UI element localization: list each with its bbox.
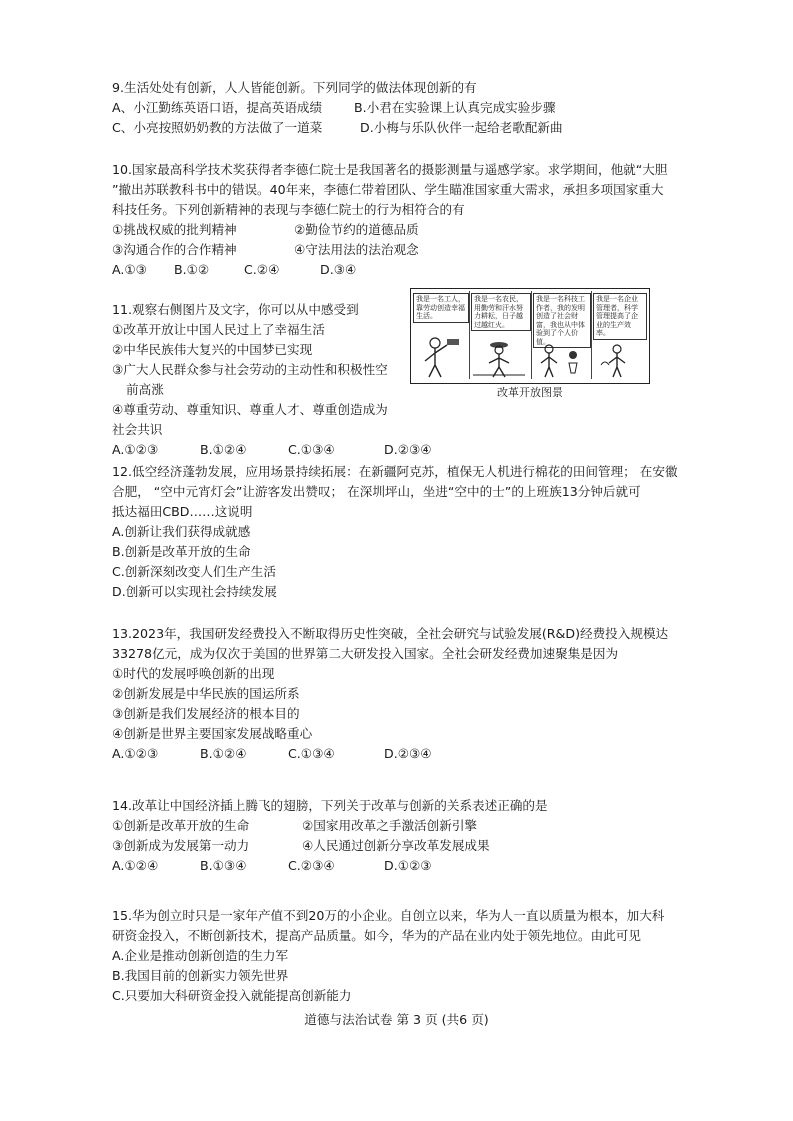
question-14 xyxy=(112,796,548,876)
q13-statement-2: ②创新发展是中华民族的国运所系 xyxy=(112,686,300,701)
q10-choice-c: C.②④ xyxy=(244,262,280,277)
q10-statement-1: ①挑战权威的批判精神 xyxy=(112,222,237,237)
q11-statement-4-cont: 社会共识 xyxy=(112,422,163,437)
q12-option-d: D.创新可以实现社会持续发展 xyxy=(112,584,277,599)
figure-caption: 改革开放图景 xyxy=(497,386,563,399)
q12-stem-line-2: 合肥， “空中元宵灯会”让游客发出赞叹； 在深圳坪山，坐进“空中的士”的上班族13分钟后就可 xyxy=(112,484,641,499)
q9-option-c: C、小亮按照奶奶教的方法做了一道菜 xyxy=(112,120,323,135)
q13-statement-4: ④创新是世界主要国家发展战略重心 xyxy=(112,726,313,741)
q12-stem-line-1: 12.低空经济蓬勃发展，应用场景持续拓展：在新疆阿克苏，植保无人机进行棉花的田间管理； 在安徽 xyxy=(112,464,678,479)
q14-statement-1: ①创新是改革开放的生命 xyxy=(112,818,250,833)
manager-figure-icon xyxy=(591,343,645,379)
q13-choice-d: D.②③④ xyxy=(384,746,432,761)
q11-statement-1: ①改革开放让中国人民过上了幸福生活 xyxy=(112,322,325,337)
question-10 xyxy=(112,160,668,280)
q14-statements-row-2 xyxy=(112,836,548,856)
q9-option-b: B.小君在实验课上认真完成实验步骤 xyxy=(354,100,556,115)
q11-choice-c: C.①③④ xyxy=(288,442,335,457)
question-12 xyxy=(112,462,678,602)
q14-stem: 14.改革让中国经济插上腾飞的翅膀，下列关于改革与创新的关系表述正确的是 xyxy=(112,798,548,813)
q12-option-b: B.创新是改革开放的生命 xyxy=(112,544,251,559)
q10-stem-line-2: ”撤出苏联教科书中的错误。40年来，李德仁带着团队、学生瞄准国家重大需求，承担多项国家重大 xyxy=(112,182,664,197)
q13-stem-line-1: 13.2023年，我国研发经费投入不断取得历史性突破，全社会研究与试验发展(R&D)经费投入规模达 xyxy=(112,626,669,641)
q10-statements-row-2 xyxy=(112,240,668,260)
q14-statement-2: ②国家用改革之手激活创新引擎 xyxy=(302,818,478,833)
q10-choice-b: B.①② xyxy=(174,262,210,277)
q10-statement-4: ④守法用法的法治观念 xyxy=(294,242,419,257)
question-15 xyxy=(112,906,664,1006)
q13-stem-line-2: 33278亿元，成为仅次于美国的世界第二大研发投入国家。全社会研发经费加速聚集是因为 xyxy=(112,646,619,661)
page-footer: 道德与法治试卷 第 3 页 (共6 页) xyxy=(304,1012,489,1027)
q10-statement-2: ②勤俭节约的道德品质 xyxy=(294,222,419,237)
question-9 xyxy=(112,78,563,138)
q15-option-c: C.只要加大科研资金投入就能提高创新能力 xyxy=(112,988,352,1003)
q12-option-a: A.创新让我们获得成就感 xyxy=(112,524,251,539)
q10-choices xyxy=(112,260,668,280)
q11-statement-4: ④尊重劳动、尊重知识、尊重人才、尊重创造成为 xyxy=(112,402,388,417)
q10-choice-a: A.①③ xyxy=(112,262,147,277)
speech-bubble-scientist: 我是一名科技工作者，我的发明创造了社会财富，我也从中体验到了个人价值。 xyxy=(533,293,591,348)
q12-option-c: C.创新深刻改变人们生产生活 xyxy=(112,564,276,579)
q14-choice-d: D.①②③ xyxy=(384,858,432,873)
q11-choice-d: D.②③④ xyxy=(384,442,432,457)
worker-figure-icon xyxy=(413,335,469,379)
q10-statements-row-1 xyxy=(112,220,668,240)
q10-stem-line-1: 10.国家最高科学技术奖获得者李德仁院士是我国著名的摄影测量与遥感学家。求学期间，他就“大胆 xyxy=(112,162,668,177)
q12-stem-line-3: 抵达福田CBD……这说明 xyxy=(112,504,253,519)
q13-statement-3: ③创新是我们发展经济的根本目的 xyxy=(112,706,300,721)
q10-choice-d: D.③④ xyxy=(320,262,357,277)
q9-stem: 9.生活处处有创新，人人皆能创新。下列同学的做法体现创新的有 xyxy=(112,80,477,95)
figure-panel-worker xyxy=(411,291,470,379)
q14-statement-3: ③创新成为发展第一动力 xyxy=(112,838,250,853)
scientist-figure-icon xyxy=(531,343,589,379)
q13-statement-1: ①时代的发展呼唤创新的出现 xyxy=(112,666,275,681)
q13-choice-c: C.①③④ xyxy=(288,746,335,761)
speech-bubble-manager: 我是一名企业管理者，科学管理提高了企业的生产效率。 xyxy=(593,293,647,340)
q11-stem: 11.观察右侧图片及文字，你可以从中感受到 xyxy=(112,302,359,317)
q14-choice-a: A.①②④ xyxy=(112,858,159,873)
q13-choice-a: A.①②③ xyxy=(112,746,159,761)
figure-frame xyxy=(410,288,650,384)
q11-choice-b: B.①②④ xyxy=(200,442,247,457)
q9-options-row-2 xyxy=(112,118,563,138)
q14-choice-c: C.②③④ xyxy=(288,858,335,873)
q14-statements-row-1 xyxy=(112,816,548,836)
q9-options-row-1 xyxy=(112,98,563,118)
reform-figure xyxy=(410,288,650,402)
q10-stem-line-3: 科技任务。下列创新精神的表现与李德仁院士的行为相符合的有 xyxy=(112,202,465,217)
figure-panel-scientist xyxy=(531,291,592,379)
figure-panel-farmer xyxy=(469,291,532,379)
q13-choices xyxy=(112,744,668,764)
q14-choices xyxy=(112,856,548,876)
q13-choice-b: B.①②④ xyxy=(200,746,247,761)
question-13 xyxy=(112,624,668,764)
q15-option-b: B.我国目前的创新实力领先世界 xyxy=(112,968,289,983)
farmer-figure-icon xyxy=(469,339,529,379)
speech-bubble-worker: 我是一名工人，靠劳动创造幸福生活。 xyxy=(413,293,469,323)
q15-stem-line-1: 15.华为创立时只是一家年产值不到20万的小企业。自创立以来，华为人一直以质量为根本，加大科 xyxy=(112,908,665,923)
q11-statement-3-cont: 前高涨 xyxy=(126,382,164,397)
speech-bubble-farmer: 我是一名农民，用勤劳和汗水努力耕耘，日子越过越红火。 xyxy=(471,293,531,331)
q11-statement-3: ③广大人民群众参与社会劳动的主动性和积极性空 xyxy=(112,362,388,377)
q11-statement-2: ②中华民族伟大复兴的中国梦已实现 xyxy=(112,342,313,357)
q11-choice-a: A.①②③ xyxy=(112,442,159,457)
q14-statement-4: ④人民通过创新分享改革发展成果 xyxy=(302,838,490,853)
q15-option-a: A.企业是推动创新创造的生力军 xyxy=(112,948,289,963)
q14-choice-b: B.①③④ xyxy=(200,858,247,873)
question-11 xyxy=(112,300,432,460)
q9-option-a: A、小江勤练英语口语，提高英语成绩 xyxy=(112,100,323,115)
figure-panel-manager xyxy=(591,291,647,379)
q15-stem-line-2: 研资金投入，不断创新技术，提高产品质量。如今，华为的产品在业内处于领先地位。由此可见 xyxy=(112,928,641,943)
q10-statement-3: ③沟通合作的合作精神 xyxy=(112,242,237,257)
q9-option-d: D.小梅与乐队伙伴一起给老歌配新曲 xyxy=(360,120,563,135)
q11-choices xyxy=(112,440,432,460)
